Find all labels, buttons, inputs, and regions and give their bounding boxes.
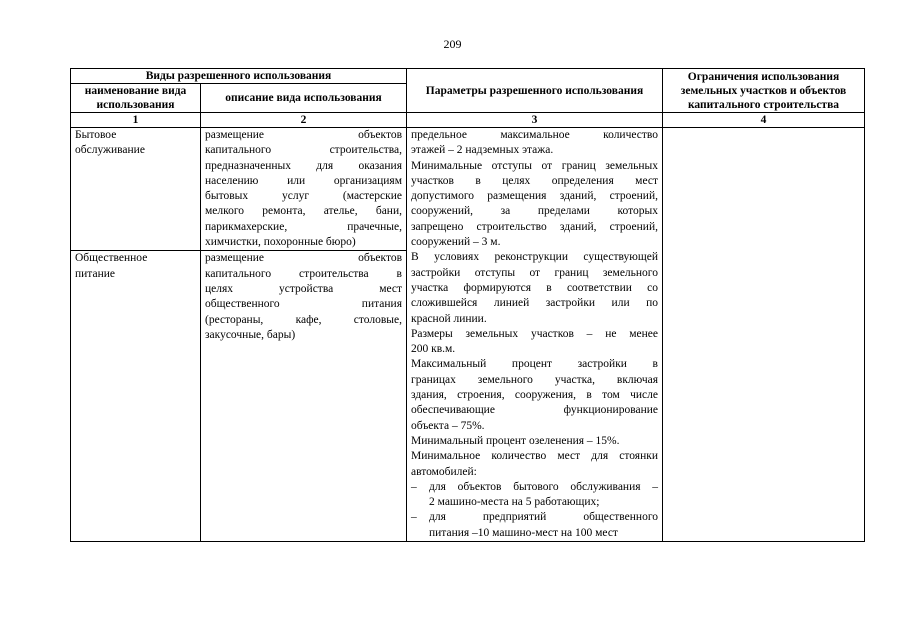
params-line: застройки отступы от границ земельного [411,266,658,279]
params-line: 2 машино-места на 5 работающих; [429,496,600,509]
params-line: Минимальные отступы от границ земельных [411,159,658,172]
table-row [71,128,865,251]
description-line: населению или организациям [205,174,402,187]
description-line: капитального строительства в [205,267,402,280]
params-line: Размеры земельных участков – не менее [411,327,658,340]
params-line: участков в целях определения мест [411,174,658,187]
params-line: В условиях реконструкции существующей [411,251,658,264]
description-line: (рестораны, кафе, столовые, [205,313,402,326]
params-line: для объектов бытового обслуживания – [429,480,658,493]
params-line: участка формируются в соответствии со [411,281,658,294]
permitted-use-table [70,68,865,542]
params-line: автомобилей: [411,465,477,478]
header-group-title: Виды разрешенного использования [71,69,407,84]
page-number: 209 [443,37,462,51]
use-name-cell [71,128,201,251]
header-name: наименование вида использования [71,84,201,113]
description-line: целях устройства мест [205,282,402,295]
use-name-line: Бытовое [75,129,117,141]
params-bullet [411,510,658,541]
column-number-4: 4 [663,113,865,128]
description-line: закусочные, бары) [205,328,296,341]
description-line: бытовых услуг (мастерские [205,190,402,203]
description-line: мелкого ремонта, ателье, бани, [205,205,402,218]
use-description-cell [201,251,407,542]
params-line: 200 кв.м. [411,343,456,356]
use-name-line: питание [75,267,115,280]
use-name-line: обслуживание [75,144,145,157]
header-params: Параметры разрешенного использования [407,69,663,113]
params-paragraph [411,128,658,159]
column-number-3: 3 [407,113,663,128]
params-paragraph [411,250,658,326]
params-line: Минимальный процент озеленения – 15%. [411,434,620,447]
params-line: допустимого размещения зданий, строений, [411,190,658,203]
params-line: Минимальное количество мест для стоянки [411,450,658,463]
params-bullet [411,480,658,511]
header-row-1 [71,69,865,84]
description-line: размещение объектов [205,252,402,265]
params-line: здания, строения, сооружения, в том числе [411,389,658,402]
params-line: объекта – 75%. [411,419,485,432]
use-name-line: Общественное [75,252,148,265]
description-line: химчистки, похоронные бюро) [205,236,356,249]
params-paragraph [411,449,658,480]
params-paragraph [411,434,658,449]
use-description-cell [201,128,407,251]
description-line: парикмахерские, прачечные, [205,220,402,233]
params-line: сооружений – 3 м. [411,236,501,249]
column-number-2: 2 [201,113,407,128]
header-description: описание вида использования [201,84,407,113]
params-line: предельное максимальное количество [411,129,658,141]
params-paragraph [411,327,658,358]
params-paragraph [411,159,658,251]
dash-marker: – [411,480,417,493]
params-paragraph [411,357,658,433]
use-name-cell [71,251,201,542]
description-line: капитального строительства, [205,144,402,157]
params-line: питания –10 машино-мест на 100 мест [429,526,618,539]
params-line: сооружений, за пределами которых [411,205,658,218]
column-number-row [71,113,865,128]
description-line: предназначенных для оказания [205,159,402,172]
params-line: красной линии. [411,312,487,325]
header-restrictions: Ограничения использования земельных участков и объектов капитального строительства [663,69,865,113]
params-line: границах земельного участка, включая [411,373,658,386]
params-line: обеспечивающие функционирование [411,404,658,417]
column-number-1: 1 [71,113,201,128]
dash-marker: – [411,511,417,524]
params-line: запрещено строительство зданий, строений, [411,220,658,233]
params-line: сложившейся линией застройки или по [411,297,658,310]
params-line: Максимальный процент застройки в [411,358,658,371]
description-line: размещение объектов [205,129,402,141]
restrictions-cell [663,128,865,542]
params-cell [407,128,663,542]
params-line: этажей – 2 надземных этажа. [411,144,554,157]
params-line: для предприятий общественного [429,511,658,524]
description-line: общественного питания [205,298,402,311]
